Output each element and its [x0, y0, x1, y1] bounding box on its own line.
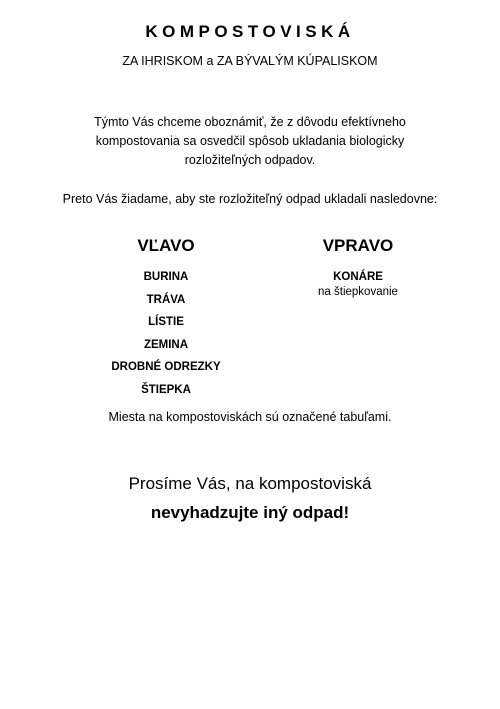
right-column: [288, 236, 428, 299]
intro-line: Týmto Vás chceme oboznámiť, že z dôvodu efektívneho: [94, 115, 406, 129]
left-column-list: [96, 266, 236, 402]
plea-text: [0, 469, 500, 527]
right-column-item: KONÁRE: [333, 271, 383, 283]
page-subtitle: ZA IHRISKOM a ZA BÝVALÝM KÚPALISKOM: [122, 54, 378, 68]
intro-line: kompostovania sa osvedčil spôsob ukladania biologicky: [95, 134, 405, 148]
intro-line: rozložiteľných odpadov.: [184, 153, 316, 167]
intro-paragraph: [60, 113, 440, 170]
plea-line-emphasis: nevyhadzujte iný odpad!: [150, 503, 350, 522]
list-item: BURINA: [143, 271, 189, 283]
page-title: KOMPOSTOVISKÁ: [145, 22, 355, 41]
list-item: ZEMINA: [143, 338, 189, 351]
left-column: [96, 236, 236, 402]
places-note: Miesta na kompostoviskách sú označené tabuľami.: [108, 410, 392, 424]
plea-line: Prosíme Vás, na kompostoviská: [128, 474, 372, 493]
list-item: ŠTIEPKA: [141, 383, 191, 396]
right-column-note: na štiepkovanie: [318, 285, 398, 298]
list-item: DROBNÉ ODREZKY: [111, 361, 221, 374]
left-column-heading: VĽAVO: [137, 236, 195, 255]
list-item: TRÁVA: [146, 293, 186, 306]
right-column-heading: VPRAVO: [322, 236, 394, 255]
list-item: LÍSTIE: [148, 316, 184, 329]
request-text: Preto Vás žiadame, aby ste rozložiteľný odpad ukladali nasledovne:: [62, 192, 438, 206]
